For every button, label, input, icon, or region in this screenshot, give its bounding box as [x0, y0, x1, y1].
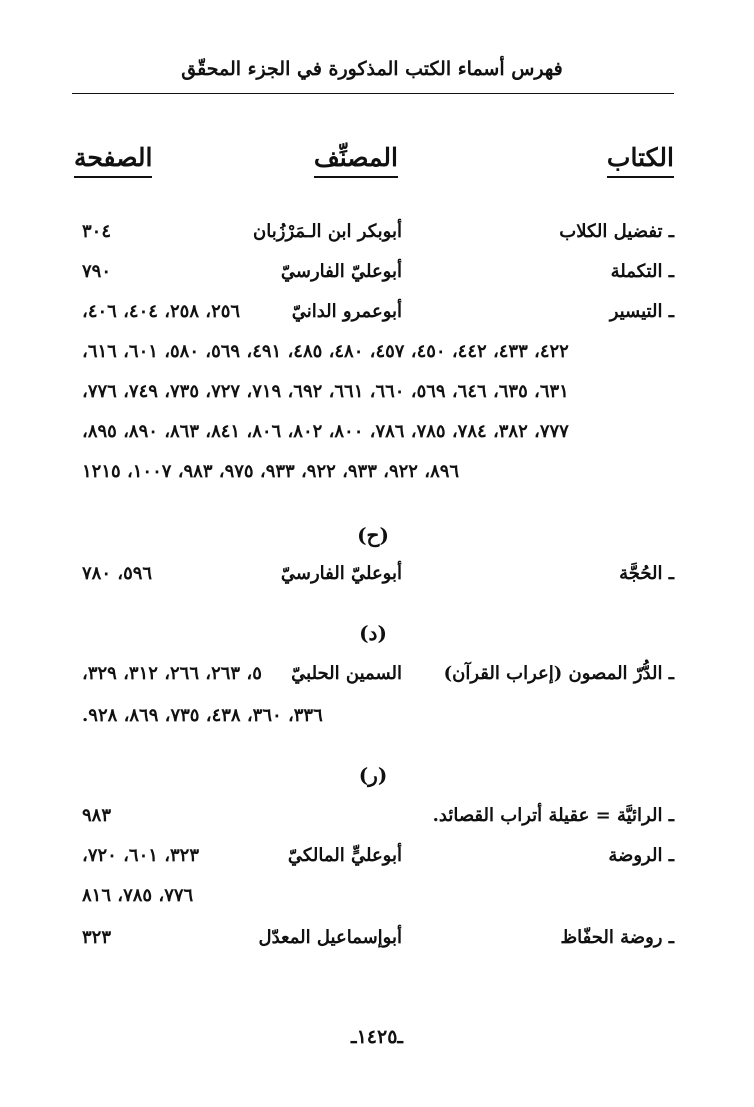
running-header-title: فهرس أسماء الكتب المذكورة في الجزء المحقّق [181, 58, 563, 80]
author-name: أبوعمرو الدانيّ [291, 301, 402, 322]
author-name: أبوبكر ابن الـمَرْزُبان [253, 221, 402, 242]
book-title: ـ الحُجَّة [619, 563, 674, 584]
column-header-author: المصنِّف [314, 142, 398, 178]
page-refs: ٣٢٣ [82, 927, 112, 948]
author-name: أبوعليّ الفارسيّ [280, 261, 402, 282]
entry-row [72, 658, 674, 690]
page-refs: ٩٨٣ [82, 805, 112, 826]
author-name: السمين الحلبيّ [291, 663, 402, 684]
page-refs-continuation: ٨٩٦، ٩٢٢، ٩٣٣، ٩٢٢، ٩٣٣، ٩٧٥، ٩٨٣، ١٠٠٧، ١٢١٥ [82, 461, 460, 482]
author-name: أبوعليٍّ المالكيّ [287, 845, 402, 866]
page-refs-continuation: ٤٢٢، ٤٣٣، ٤٤٢، ٤٥٠، ٤٥٧، ٤٨٠، ٤٨٥، ٤٩١، ٥٦٩، ٥٨٠، ٦٠١، ٦١٦، [82, 341, 569, 362]
page-refs: ٣٠٤ [82, 221, 112, 242]
book-title: ـ الدُّرّ المصون (إعراب القرآن) [443, 663, 674, 684]
book-title: ـ التكملة [610, 261, 674, 282]
page-refs: ٣٢٣، ٦٠١، ٧٢٠، [82, 845, 200, 866]
page-refs: ٢٥٦، ٢٥٨، ٤٠٤، ٤٠٦، [82, 301, 241, 322]
page-refs-continuation: ٧٧٦، ٧٨٥، ٨١٦ [82, 885, 194, 906]
page-refs: ٥٩٦، ٧٨٠ [82, 563, 153, 584]
page-refs-continuation: ٣٣٦، ٣٦٠، ٤٣٨، ٧٣٥، ٨٦٩، ٩٢٨. [82, 705, 323, 726]
entry-row [72, 216, 674, 248]
page-number: ـ١٤٢٥ـ [351, 1026, 403, 1048]
section-letter-dal: (د) [359, 621, 387, 645]
book-title: ـ التيسير [609, 301, 674, 322]
entry-row [72, 558, 674, 590]
entry-row [72, 840, 674, 872]
column-header-pages: الصفحة [74, 142, 152, 178]
author-name: أبوعليّ الفارسيّ [280, 563, 402, 584]
entry-row [72, 296, 674, 328]
entry-row [72, 800, 674, 832]
page-refs: ٧٩٠ [82, 261, 112, 282]
section-letter-ra: (ر) [358, 763, 388, 787]
entry-row [72, 256, 674, 288]
book-title: ـ تفضيل الكلاب [559, 221, 674, 242]
column-header-book: الكتاب [607, 142, 674, 178]
page-refs-continuation: ٦٣١، ٦٣٥، ٦٤٦، ٥٦٩، ٦٦٠، ٦٦١، ٦٩٢، ٧١٩، ٧٢٧، ٧٣٥، ٧٤٩، ٧٧٦، [82, 381, 569, 402]
author-name: أبوإسماعيل المعدّل [258, 927, 402, 948]
book-title: ـ روضة الحفّاظ [560, 927, 674, 948]
page-refs: ٥، ٢٦٣، ٢٦٦، ٣١٢، ٣٢٩، [82, 663, 262, 684]
header-rule [72, 93, 674, 94]
page-refs-continuation: ٧٧٧، ٣٨٢، ٧٨٤، ٧٨٥، ٧٨٦، ٨٠٠، ٨٠٢، ٨٠٦، ٨٤١، ٨٦٣، ٨٩٠، ٨٩٥، [82, 421, 569, 442]
book-title: ـ الروضة [608, 845, 674, 866]
entry-row [72, 922, 674, 954]
book-title: ـ الرائيَّة = عقيلة أتراب القصائد. [432, 805, 674, 826]
section-letter-ha: (ح) [357, 523, 389, 547]
